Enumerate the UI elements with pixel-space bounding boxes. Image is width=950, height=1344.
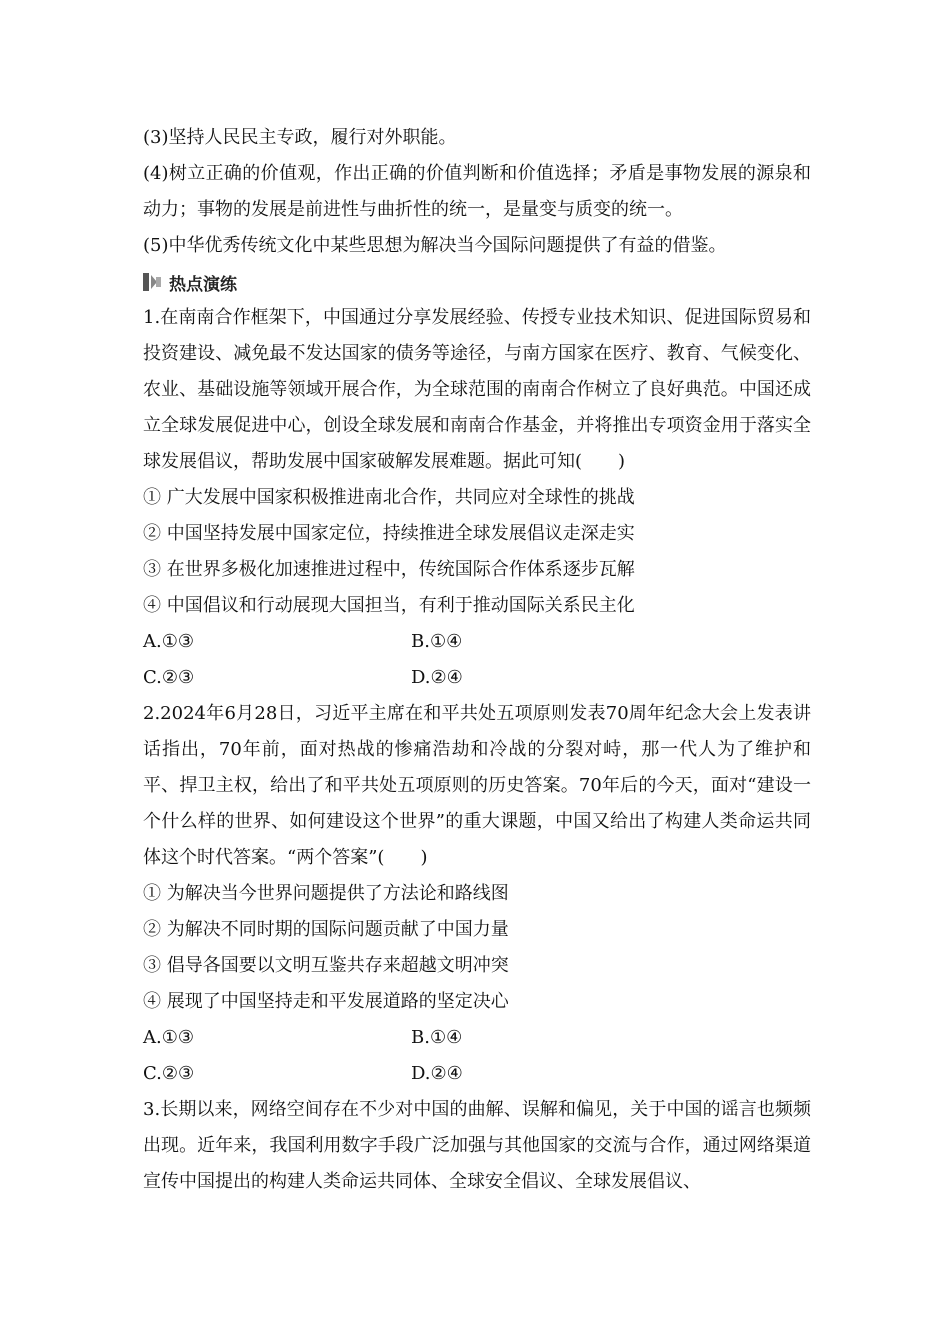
question-1-statement-3: ③ 在世界多极化加速推进过程中，传统国际合作体系逐步瓦解 [143,559,635,580]
intro-item-4: (4)树立正确的价值观，作出正确的价值判断和价值选择；矛盾是事物发展的源泉和动力；事物的发展是前进性与曲折性的统一，是量变与质变的统一。 [143,163,811,220]
question-1-statement-2: ② 中国坚持发展中国家定位，持续推进全球发展倡议走深走实 [143,523,635,544]
section-marker-icon [143,273,163,291]
question-2-option-d[interactable]: D.②④ [411,1063,463,1084]
question-1-statement-1: ① 广大发展中国家积极推进南北合作，共同应对全球性的挑战 [143,487,635,508]
question-2-stem [143,696,811,876]
question-2-option-b[interactable]: B.①④ [411,1027,463,1048]
question-2-statement-4: ④ 展现了中国坚持走和平发展道路的坚定决心 [143,991,509,1012]
intro-item-5: (5)中华优秀传统文化中某些思想为解决当今国际问题提供了有益的借鉴。 [143,235,727,256]
question-1-stem [143,300,811,480]
question-3-stem: 3.长期以来，网络空间存在不少对中国的曲解、误解和偏见，关于中国的谣言也频频出现。近年来，我国利用数字手段广泛加强与其他国家的交流与合作，通过网络渠道宣传中国提出的构建人类命运共同体、全球安全倡议、全球发展倡议、 [143,1099,811,1192]
document-page [143,120,811,1200]
question-1-option-a[interactable]: A.①③ [143,631,194,652]
intro-item-3: (3)坚持人民民主专政，履行对外职能。 [143,127,457,148]
question-2-options-row-2 [143,1056,811,1092]
question-2-statement-1: ① 为解决当今世界问题提供了方法论和路线图 [143,883,509,904]
question-2-statement-3: ③ 倡导各国要以文明互鉴共存来超越文明冲突 [143,955,509,976]
question-2-paren-close: ) [420,847,428,868]
question-2-options-row-1 [143,1020,811,1056]
question-1-stem-text: 1.在南南合作框架下，中国通过分享发展经验、传授专业技术知识、促进国际贸易和投资建设、减免最不发达国家的债务等途径，与南方国家在医疗、教育、气候变化、农业、基础设施等领域开展合作，为全球范围的南南合作树立了良好典范。中国还成立全球发展促进中心，创设全球发展和南南合作基金，并将推出专项资金用于落实全球发展倡议，帮助发展中国家破解发展难题。据此可知( [143,307,811,472]
question-1-option-b[interactable]: B.①④ [411,631,463,652]
question-2-option-a[interactable]: A.①③ [143,1027,194,1048]
question-1-statement-4: ④ 中国倡议和行动展现大国担当，有利于推动国际关系民主化 [143,595,635,616]
section-header [143,264,811,300]
question-1-option-d[interactable]: D.②④ [411,667,463,688]
question-1-options-row-2 [143,660,811,696]
question-2-statement-2: ② 为解决不同时期的国际问题贡献了中国力量 [143,919,509,940]
question-1-paren-close: ) [618,451,626,472]
question-2-option-c[interactable]: C.②③ [143,1063,195,1084]
question-2-stem-text: 2.2024年6月28日，习近平主席在和平共处五项原则发表70周年纪念大会上发表讲话指出，70年前，面对热战的惨痛浩劫和冷战的分裂对峙，那一代人为了维护和平、捍卫主权，给出了和平共处五项原则的历史答案。70年后的今天，面对“建设一个什么样的世界、如何建设这个世界”的重大课题，中国又给出了构建人类命运共同体这个时代答案。“两个答案”( [143,703,811,868]
section-title: 热点演练 [169,274,237,295]
question-1-options-row-1 [143,624,811,660]
question-1-option-c[interactable]: C.②③ [143,667,195,688]
